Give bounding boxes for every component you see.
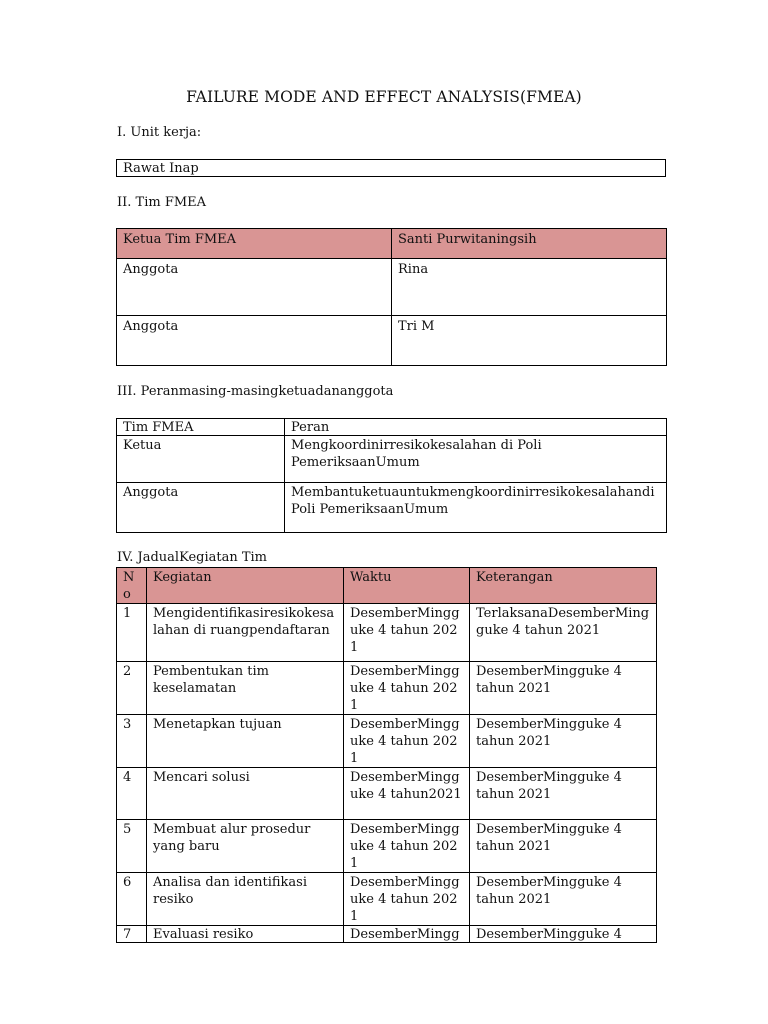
jadual-no-cell: 2 (117, 662, 147, 715)
table-row (117, 820, 657, 873)
jadual-keterangan-cell: DesemberMingguke 4 tahun 2021 (470, 768, 657, 820)
tim-role-cell: Anggota (117, 259, 392, 316)
jadual-header-waktu: Waktu (344, 568, 470, 604)
table-row (117, 316, 667, 366)
section-peran-label: III. Peranmasing-masingketuadananggota (117, 384, 394, 399)
jadual-kegiatan-cell: Pembentukan tim keselamatan (147, 662, 344, 715)
jadual-waktu-cell: DesemberMingguke 4 tahun 2021 (344, 715, 470, 768)
table-header-row (117, 419, 667, 436)
peran-header-peran: Peran (285, 419, 667, 436)
jadual-header-kegiatan: Kegiatan (147, 568, 344, 604)
jadual-no-cell: 3 (117, 715, 147, 768)
table-row (117, 873, 657, 926)
jadual-keterangan-cell: DesemberMingguke 4 tahun 2021 (470, 662, 657, 715)
table-row (117, 662, 657, 715)
tim-fmea-table (116, 228, 667, 366)
jadual-keterangan-cell: DesemberMingguke 4 (470, 926, 657, 943)
jadual-waktu-cell: DesemberMingguke 4 tahun 2021 (344, 820, 470, 873)
jadual-table (116, 567, 657, 943)
peran-text-cell: Mengkoordinirresikokesalahan di Poli PemeriksaanUmum (285, 436, 667, 483)
table-row (117, 768, 657, 820)
unit-kerja-value: Rawat Inap (117, 160, 666, 177)
jadual-waktu-cell: DesemberMingguke 4 tahun 2021 (344, 604, 470, 662)
table-row (117, 229, 667, 259)
peran-text-cell: Membantuketuauntukmengkoordinirresikokesalahandi Poli PemeriksaanUmum (285, 483, 667, 533)
jadual-no-cell: 1 (117, 604, 147, 662)
peran-tim-cell: Ketua (117, 436, 285, 483)
tim-name-cell: Rina (392, 259, 667, 316)
table-row (117, 259, 667, 316)
jadual-waktu-cell: DesemberMingguke 4 tahun2021 (344, 768, 470, 820)
section-jadual-label: IV. JadualKegiatan Tim (117, 550, 268, 565)
document-title: FAILURE MODE AND EFFECT ANALYSIS(FMEA) (186, 88, 582, 106)
jadual-waktu-cell: DesemberMingg (344, 926, 470, 943)
jadual-kegiatan-cell: Membuat alur prosedur yang baru (147, 820, 344, 873)
table-row (117, 436, 667, 483)
tim-name-cell: Santi Purwitaningsih (392, 229, 667, 259)
tim-role-cell: Ketua Tim FMEA (117, 229, 392, 259)
jadual-keterangan-cell: TerlaksanaDesemberMingguke 4 tahun 2021 (470, 604, 657, 662)
jadual-kegiatan-cell: Menetapkan tujuan (147, 715, 344, 768)
jadual-kegiatan-cell: Evaluasi resiko (147, 926, 344, 943)
jadual-keterangan-cell: DesemberMingguke 4 tahun 2021 (470, 715, 657, 768)
jadual-header-keterangan: Keterangan (470, 568, 657, 604)
section-tim-fmea-label: II. Tim FMEA (117, 195, 207, 210)
jadual-keterangan-cell: DesemberMingguke 4 tahun 2021 (470, 873, 657, 926)
jadual-no-cell: 5 (117, 820, 147, 873)
jadual-no-cell: 6 (117, 873, 147, 926)
tim-name-cell: Tri M (392, 316, 667, 366)
jadual-kegiatan-cell: Mengidentifikasiresikokesalahan di ruangpendaftaran (147, 604, 344, 662)
peran-header-tim: Tim FMEA (117, 419, 285, 436)
table-row (117, 926, 657, 943)
tim-role-cell: Anggota (117, 316, 392, 366)
jadual-header-no: No (117, 568, 147, 604)
table-header-row (117, 568, 657, 604)
table-row (117, 715, 657, 768)
table-row (117, 604, 657, 662)
jadual-no-cell: 7 (117, 926, 147, 943)
jadual-waktu-cell: DesemberMingguke 4 tahun 2021 (344, 873, 470, 926)
section-unit-kerja-label: I. Unit kerja: (117, 125, 202, 140)
jadual-keterangan-cell: DesemberMingguke 4 tahun 2021 (470, 820, 657, 873)
table-row (117, 483, 667, 533)
jadual-waktu-cell: DesemberMingguke 4 tahun 2021 (344, 662, 470, 715)
jadual-no-cell: 4 (117, 768, 147, 820)
jadual-kegiatan-cell: Analisa dan identifikasi resiko (147, 873, 344, 926)
peran-tim-cell: Anggota (117, 483, 285, 533)
peran-table (116, 418, 667, 533)
unit-kerja-table (116, 159, 666, 177)
jadual-kegiatan-cell: Mencari solusi (147, 768, 344, 820)
